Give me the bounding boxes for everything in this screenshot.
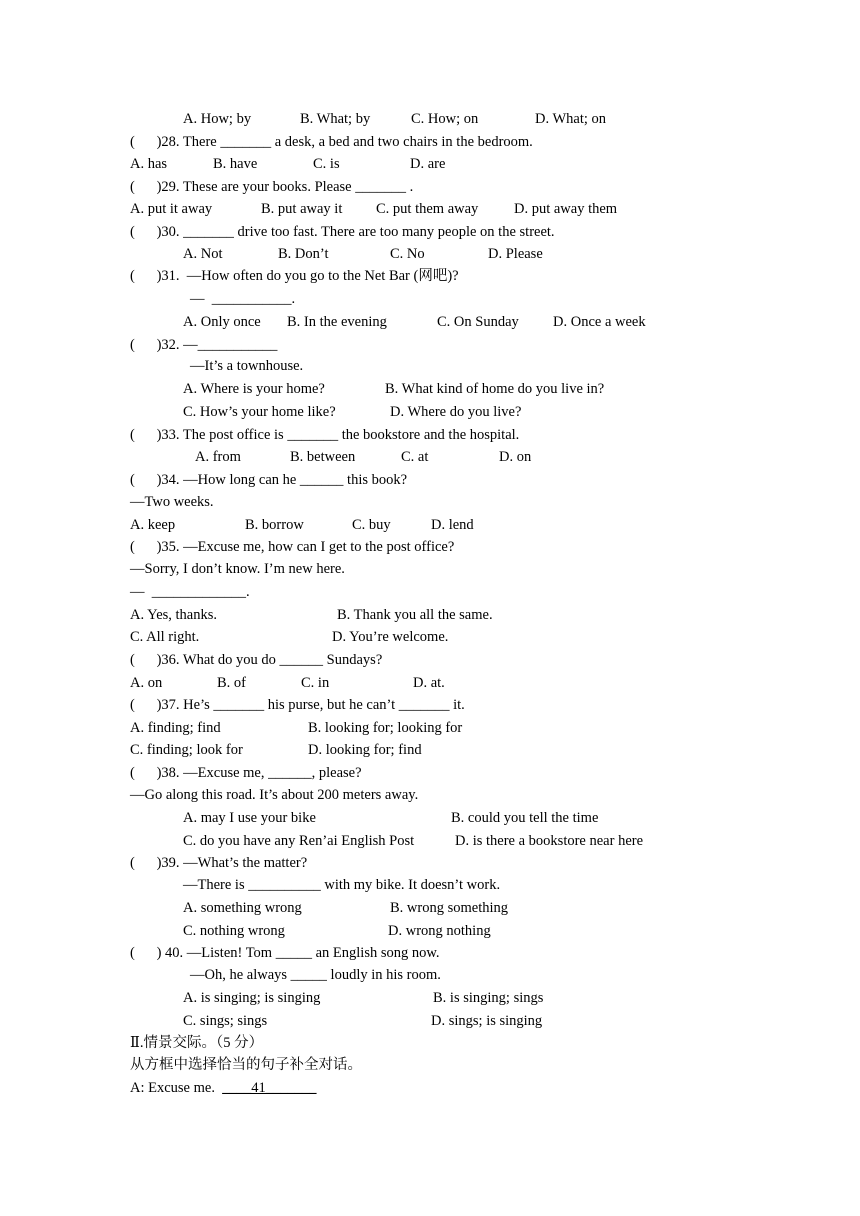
question-34: ( )34. —How long can he ______ this book? xyxy=(130,472,408,488)
section-instruction: 从方框中选择恰当的句子补全对话。 xyxy=(130,1057,362,1073)
option-c: C. at xyxy=(401,449,429,465)
option-c: C. How’s your home like? xyxy=(183,404,336,420)
option-c: C. On Sunday xyxy=(437,314,519,330)
blank-41: ____41_______ xyxy=(222,1080,317,1096)
option-a: A. has xyxy=(130,156,168,172)
option-b: B. What kind of home do you live in? xyxy=(385,381,605,397)
option-a: A. on xyxy=(130,675,163,691)
dialogue-line: —Go along this road. It’s about 200 meters away. xyxy=(130,787,419,803)
option-c: C. buy xyxy=(352,517,391,533)
option-b: B. have xyxy=(213,156,258,172)
option-c: C. sings; sings xyxy=(183,1013,268,1029)
option-b: B. looking for; looking for xyxy=(308,720,463,736)
option-b: B. is singing; sings xyxy=(433,990,544,1006)
option-b: B. wrong something xyxy=(390,900,509,916)
option-b: B. could you tell the time xyxy=(451,810,599,826)
option-b: B. between xyxy=(290,449,356,465)
option-b: B. Don’t xyxy=(278,246,329,262)
option-a: A. keep xyxy=(130,517,176,533)
option-d: D. You’re welcome. xyxy=(332,629,449,645)
dialogue-line: —There is __________ with my bike. It doesn’t work. xyxy=(183,877,501,893)
option-b: B. put away it xyxy=(261,201,343,217)
option-a: A. Only once xyxy=(183,314,261,330)
option-a: A. from xyxy=(195,449,241,465)
option-d: D. What; on xyxy=(535,111,607,127)
question-36: ( )36. What do you do ______ Sundays? xyxy=(130,652,383,668)
option-a: A. something wrong xyxy=(183,900,302,916)
option-c: C. do you have any Ren’ai English Post xyxy=(183,833,415,849)
dialogue-line xyxy=(130,1079,316,1097)
option-b: B. In the evening xyxy=(287,314,387,330)
dialogue-line: —Two weeks. xyxy=(130,494,214,510)
option-c: C. in xyxy=(301,675,330,691)
option-a: A. Where is your home? xyxy=(183,381,325,397)
option-d: D. put away them xyxy=(514,201,618,217)
option-d: D. Please xyxy=(488,246,543,262)
answer-line: — _____________. xyxy=(130,584,250,600)
option-d: D. Once a week xyxy=(553,314,646,330)
option-b: B. Thank you all the same. xyxy=(337,607,493,623)
option-d: D. lend xyxy=(431,517,474,533)
option-a: A. Yes, thanks. xyxy=(130,607,218,623)
option-d: D. at. xyxy=(413,675,445,691)
option-d: D. looking for; find xyxy=(308,742,422,758)
option-a: A. may I use your bike xyxy=(183,810,316,826)
question-39: ( )39. —What’s the matter? xyxy=(130,855,308,871)
option-d: D. on xyxy=(499,449,532,465)
option-b: B. What; by xyxy=(300,111,371,127)
option-b: B. borrow xyxy=(245,517,304,533)
question-35: ( )35. —Excuse me, how can I get to the post office? xyxy=(130,539,455,555)
option-a: A. is singing; is singing xyxy=(183,990,321,1006)
question-30: ( )30. _______ drive too fast. There are too many people on the street. xyxy=(130,224,555,240)
question-33: ( )33. The post office is _______ the bookstore and the hospital. xyxy=(130,427,520,443)
option-c: C. No xyxy=(390,246,425,262)
option-b: B. of xyxy=(217,675,246,691)
option-a: A. How; by xyxy=(183,111,252,127)
option-c: C. All right. xyxy=(130,629,200,645)
option-c: C. put them away xyxy=(376,201,479,217)
option-a: A. put it away xyxy=(130,201,213,217)
option-d: D. wrong nothing xyxy=(388,923,491,939)
option-c: C. finding; look for xyxy=(130,742,243,758)
option-d: D. is there a bookstore near here xyxy=(455,833,644,849)
option-c: C. is xyxy=(313,156,340,172)
option-c: C. How; on xyxy=(411,111,479,127)
option-a: A. Not xyxy=(183,246,223,262)
option-c: C. nothing wrong xyxy=(183,923,285,939)
question-38: ( )38. —Excuse me, ______, please? xyxy=(130,765,362,781)
dialogue-line: —It’s a townhouse. xyxy=(190,358,304,374)
question-37: ( )37. He’s _______ his purse, but he can’t _______ it. xyxy=(130,697,465,713)
question-40: ( ) 40. —Listen! Tom _____ an English song now. xyxy=(130,945,440,961)
question-32: ( )32. —___________ xyxy=(130,337,278,353)
dialogue-text: A: Excuse me. xyxy=(130,1080,223,1096)
question-29: ( )29. These are your books. Please _______ . xyxy=(130,179,414,195)
option-a: A. finding; find xyxy=(130,720,221,736)
section-heading: Ⅱ.情景交际。（5 分） xyxy=(130,1035,264,1051)
dialogue-line: —Sorry, I don’t know. I’m new here. xyxy=(130,561,345,577)
answer-line: — ___________. xyxy=(190,291,296,307)
option-d: D. Where do you live? xyxy=(390,404,522,420)
question-31: ( )31. —How often do you go to the Net Bar (网吧)? xyxy=(130,268,459,284)
option-d: D. are xyxy=(410,156,446,172)
dialogue-line: —Oh, he always _____ loudly in his room. xyxy=(190,967,441,983)
option-d: D. sings; is singing xyxy=(431,1013,543,1029)
question-28: ( )28. There _______ a desk, a bed and two chairs in the bedroom. xyxy=(130,134,533,150)
